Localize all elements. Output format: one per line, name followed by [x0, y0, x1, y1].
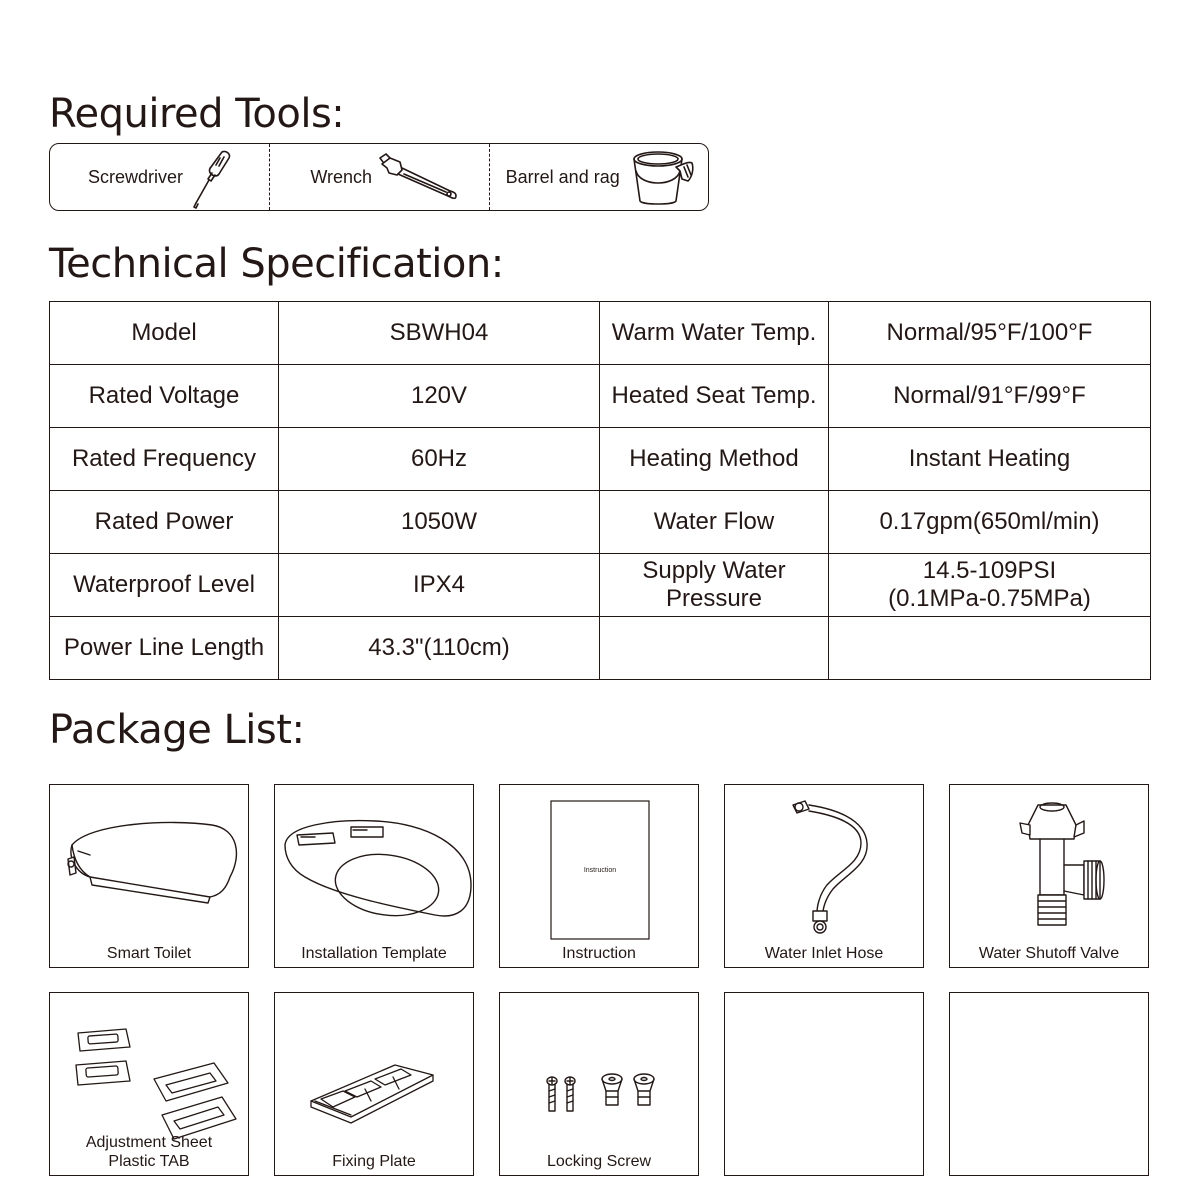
package-item-label: Locking Screw	[546, 1153, 652, 1170]
spec-label: Rated Frequency	[50, 428, 279, 491]
spec-label: Rated Voltage	[50, 365, 279, 428]
spec-value: 60Hz	[279, 428, 600, 491]
wrench-icon	[378, 152, 462, 206]
package-item-adjustment-sheet	[49, 992, 249, 1176]
screwdriver-icon	[186, 148, 236, 210]
spec-value: Normal/91°F/99°F	[829, 365, 1151, 428]
spec-label: Waterproof Level	[50, 554, 279, 617]
adjustment-sheet-icon	[50, 993, 250, 1153]
required-tools-heading: Required Tools:	[49, 91, 345, 137]
spec-value: 0.17gpm(650ml/min)	[829, 491, 1151, 554]
package-item-label: Adjustment Sheet Plastic TAB	[85, 1134, 213, 1170]
manual-icon	[500, 785, 700, 945]
technical-specification-table	[49, 301, 1151, 680]
technical-specification-heading: Technical Specification:	[49, 241, 504, 287]
template-icon	[275, 785, 475, 945]
spec-value: 120V	[279, 365, 600, 428]
tool-label: Wrench	[310, 166, 373, 187]
spec-value: 43.3"(110cm)	[279, 617, 600, 680]
valve-icon	[950, 785, 1150, 945]
package-item-label: Water Inlet Hose	[764, 945, 884, 962]
hose-icon	[725, 785, 925, 945]
spec-label: Water Flow	[600, 491, 829, 554]
spec-value: 14.5-109PSI (0.1MPa-0.75MPa)	[829, 554, 1151, 617]
package-item-label: Installation Template	[301, 945, 447, 962]
spec-value: 1050W	[279, 491, 600, 554]
package-item-instruction	[499, 784, 699, 968]
spec-row	[50, 302, 1151, 365]
spec-row	[50, 428, 1151, 491]
spec-label: Heating Method	[600, 428, 829, 491]
spec-value: Instant Heating	[829, 428, 1151, 491]
manual-cover-text: Instruction	[583, 867, 617, 874]
spec-value	[829, 617, 1151, 680]
tool-label: Barrel and rag	[505, 166, 620, 187]
tool-barrel	[489, 144, 708, 210]
tool-screwdriver	[50, 144, 269, 210]
spec-label: Power Line Length	[50, 617, 279, 680]
screws-icon	[500, 993, 700, 1153]
package-item-water-inlet-hose	[724, 784, 924, 968]
spec-value: SBWH04	[279, 302, 600, 365]
package-item-label: Fixing Plate	[332, 1153, 416, 1170]
spec-row	[50, 491, 1151, 554]
tool-wrench	[269, 144, 488, 210]
spec-value: IPX4	[279, 554, 600, 617]
spec-label: Heated Seat Temp.	[600, 365, 829, 428]
package-item-label: Instruction	[562, 945, 636, 962]
fixing-plate-icon	[275, 993, 475, 1153]
package-item-fixing-plate	[274, 992, 474, 1176]
package-item-locking-screw	[499, 992, 699, 1176]
package-item-installation-template	[274, 784, 474, 968]
required-tools-bar	[49, 143, 709, 211]
package-item-label: Smart Toilet	[106, 945, 192, 962]
package-item-water-shutoff-valve	[949, 784, 1149, 968]
tool-label: Screwdriver	[88, 166, 184, 187]
spec-row	[50, 365, 1151, 428]
spec-label	[600, 617, 829, 680]
spec-label: Model	[50, 302, 279, 365]
spec-row	[50, 554, 1151, 617]
spec-value: Normal/95°F/100°F	[829, 302, 1151, 365]
package-item-label: Water Shutoff Valve	[978, 945, 1120, 962]
spec-row	[50, 617, 1151, 680]
package-item-empty	[724, 992, 924, 1176]
package-item-smart-toilet	[49, 784, 249, 968]
spec-label: Warm Water Temp.	[600, 302, 829, 365]
toilet-seat-icon	[50, 785, 250, 945]
package-list-heading: Package List:	[49, 707, 305, 753]
spec-label: Supply Water Pressure	[600, 554, 829, 617]
spec-label: Rated Power	[50, 491, 279, 554]
package-item-empty	[949, 992, 1149, 1176]
barrel-icon	[630, 147, 700, 209]
